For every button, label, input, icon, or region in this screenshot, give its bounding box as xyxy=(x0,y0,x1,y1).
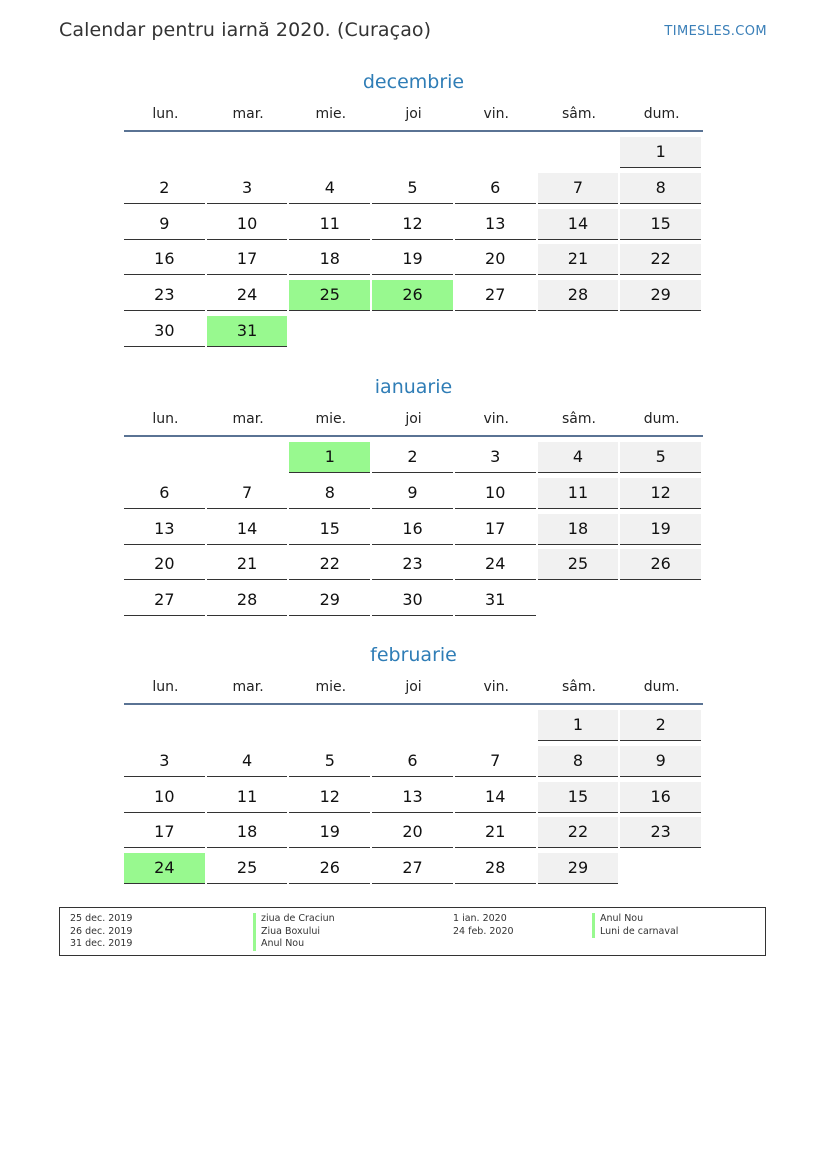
day-cell xyxy=(455,853,538,889)
legend-holiday-name: ziua de Craciun xyxy=(253,913,335,926)
week-row xyxy=(124,746,703,782)
weekend-day: 15 xyxy=(538,782,619,813)
day-number: 6 xyxy=(372,746,453,777)
day-cell xyxy=(372,549,455,585)
day-number: 3 xyxy=(207,173,288,204)
weekend-day: 22 xyxy=(620,244,701,275)
legend-dates-col-1 xyxy=(70,913,132,951)
week-row xyxy=(124,442,703,478)
day-cell xyxy=(124,173,207,209)
holiday-day: 25 xyxy=(289,280,370,311)
day-number: 11 xyxy=(207,782,288,813)
weekend-day: 12 xyxy=(620,478,701,509)
month-title: februarie xyxy=(370,644,457,666)
day-number: 13 xyxy=(372,782,453,813)
day-cell xyxy=(124,244,207,280)
weekend-day: 21 xyxy=(538,244,619,275)
week-row xyxy=(124,853,703,889)
empty-day xyxy=(207,442,288,472)
day-number: 6 xyxy=(124,478,205,509)
day-cell xyxy=(124,280,207,316)
day-cell xyxy=(372,746,455,782)
weekday-label: mar. xyxy=(232,679,264,695)
day-cell xyxy=(289,316,372,352)
empty-day xyxy=(455,137,536,167)
empty-day xyxy=(207,710,288,740)
weekend-day: 1 xyxy=(620,137,701,168)
week-row xyxy=(124,478,703,514)
weekday-label: sâm. xyxy=(561,679,596,695)
site-link[interactable]: TIMESLES.COM xyxy=(664,24,767,39)
day-number: 14 xyxy=(455,782,536,813)
day-cell xyxy=(289,853,372,889)
empty-day xyxy=(455,316,536,346)
day-cell xyxy=(538,478,621,514)
day-number: 20 xyxy=(124,549,205,580)
month-title: decembrie xyxy=(362,71,465,93)
day-cell xyxy=(538,173,621,209)
empty-day xyxy=(538,316,619,346)
day-number: 6 xyxy=(455,173,536,204)
day-number: 18 xyxy=(207,817,288,848)
day-cell xyxy=(207,710,290,746)
week-row xyxy=(124,244,703,280)
day-cell xyxy=(124,746,207,782)
weekday-label: sâm. xyxy=(561,106,596,122)
day-number: 7 xyxy=(207,478,288,509)
legend-date: 31 dec. 2019 xyxy=(70,938,133,950)
week-row xyxy=(124,585,703,621)
day-cell xyxy=(538,549,621,585)
empty-day xyxy=(124,442,205,472)
day-number: 4 xyxy=(207,746,288,777)
empty-day xyxy=(538,137,619,167)
day-cell xyxy=(207,746,290,782)
day-cell xyxy=(289,280,372,316)
empty-day xyxy=(289,316,370,346)
weekend-day: 7 xyxy=(538,173,619,204)
empty-day xyxy=(124,710,205,740)
legend-holiday-name: Anul Nou xyxy=(592,913,678,926)
day-cell xyxy=(455,209,538,245)
day-number: 14 xyxy=(207,514,288,545)
day-cell xyxy=(620,209,703,245)
month-februarie xyxy=(124,643,703,889)
day-cell xyxy=(620,280,703,316)
header-divider xyxy=(124,130,703,132)
weekday-header xyxy=(124,410,703,430)
holiday-legend xyxy=(59,907,766,956)
day-cell xyxy=(124,817,207,853)
weekday-label: dum. xyxy=(643,679,680,695)
weekday-label: lun. xyxy=(152,411,179,427)
day-number: 11 xyxy=(289,209,370,240)
week-grid xyxy=(124,710,703,889)
day-cell xyxy=(538,853,621,889)
day-number: 28 xyxy=(207,585,288,616)
day-cell xyxy=(372,817,455,853)
day-cell xyxy=(289,209,372,245)
day-cell xyxy=(538,442,621,478)
legend-names-col-2 xyxy=(592,913,678,938)
day-number: 10 xyxy=(207,209,288,240)
day-cell xyxy=(455,137,538,173)
week-row xyxy=(124,782,703,818)
day-cell xyxy=(620,746,703,782)
day-cell xyxy=(207,280,290,316)
week-row xyxy=(124,137,703,173)
day-cell xyxy=(207,585,290,621)
month-decembrie xyxy=(124,70,703,352)
day-cell xyxy=(620,585,703,621)
day-cell xyxy=(372,782,455,818)
day-cell xyxy=(455,549,538,585)
weekday-label: mar. xyxy=(232,411,264,427)
day-cell xyxy=(620,853,703,889)
day-cell xyxy=(372,514,455,550)
weekend-day: 15 xyxy=(620,209,701,240)
weekend-day: 25 xyxy=(538,549,619,580)
day-cell xyxy=(124,137,207,173)
weekend-day: 18 xyxy=(538,514,619,545)
day-number: 7 xyxy=(455,746,536,777)
day-number: 20 xyxy=(372,817,453,848)
holiday-day: 26 xyxy=(372,280,453,311)
day-number: 25 xyxy=(207,853,288,884)
holiday-day: 24 xyxy=(124,853,205,884)
day-cell xyxy=(538,782,621,818)
day-cell xyxy=(207,817,290,853)
day-number: 28 xyxy=(455,853,536,884)
day-number: 12 xyxy=(372,209,453,240)
day-number: 27 xyxy=(455,280,536,311)
day-number: 5 xyxy=(289,746,370,777)
weekday-label: sâm. xyxy=(561,411,596,427)
day-cell xyxy=(124,853,207,889)
month-title: ianuarie xyxy=(374,376,453,398)
day-number: 4 xyxy=(289,173,370,204)
legend-date: 26 dec. 2019 xyxy=(70,925,133,937)
day-number: 29 xyxy=(289,585,370,616)
day-number: 13 xyxy=(455,209,536,240)
empty-day xyxy=(124,137,205,167)
day-cell xyxy=(538,137,621,173)
day-cell xyxy=(372,137,455,173)
empty-day xyxy=(372,710,453,740)
day-number: 19 xyxy=(289,817,370,848)
day-cell xyxy=(455,478,538,514)
legend-date: 24 feb. 2020 xyxy=(453,925,514,937)
legend-names-col-1 xyxy=(253,913,335,951)
day-cell xyxy=(124,514,207,550)
legend-date: 1 ian. 2020 xyxy=(453,913,507,924)
day-cell xyxy=(455,280,538,316)
weekend-day: 16 xyxy=(620,782,701,813)
day-cell xyxy=(124,316,207,352)
day-number: 22 xyxy=(289,549,370,580)
day-number: 16 xyxy=(124,244,205,275)
day-number: 21 xyxy=(207,549,288,580)
day-number: 20 xyxy=(455,244,536,275)
day-cell xyxy=(289,549,372,585)
day-number: 23 xyxy=(372,549,453,580)
empty-day xyxy=(620,316,701,346)
day-cell xyxy=(289,173,372,209)
week-grid xyxy=(124,137,703,352)
day-cell xyxy=(620,316,703,352)
day-cell xyxy=(124,442,207,478)
day-cell xyxy=(455,244,538,280)
day-cell xyxy=(289,137,372,173)
day-cell xyxy=(538,244,621,280)
day-cell xyxy=(289,478,372,514)
day-number: 30 xyxy=(372,585,453,616)
day-cell xyxy=(538,209,621,245)
day-cell xyxy=(289,514,372,550)
day-number: 3 xyxy=(455,442,536,473)
day-cell xyxy=(455,585,538,621)
day-cell xyxy=(289,442,372,478)
day-cell xyxy=(455,173,538,209)
weekday-label: dum. xyxy=(643,106,680,122)
day-cell xyxy=(620,137,703,173)
day-cell xyxy=(620,710,703,746)
day-cell xyxy=(207,549,290,585)
weekday-label: lun. xyxy=(152,106,179,122)
weekend-day: 11 xyxy=(538,478,619,509)
legend-date: 25 dec. 2019 xyxy=(70,913,133,924)
weekday-header xyxy=(124,105,703,125)
day-cell xyxy=(538,710,621,746)
empty-day xyxy=(207,137,288,167)
week-row xyxy=(124,280,703,316)
day-number: 17 xyxy=(455,514,536,545)
weekend-day: 29 xyxy=(538,853,619,884)
day-cell xyxy=(207,137,290,173)
day-number: 8 xyxy=(289,478,370,509)
day-cell xyxy=(538,514,621,550)
day-cell xyxy=(455,442,538,478)
day-cell xyxy=(538,817,621,853)
day-cell xyxy=(207,478,290,514)
day-cell xyxy=(620,782,703,818)
weekend-day: 9 xyxy=(620,746,701,777)
day-cell xyxy=(455,782,538,818)
empty-day xyxy=(372,316,453,346)
day-cell xyxy=(455,710,538,746)
day-number: 17 xyxy=(207,244,288,275)
day-cell xyxy=(372,280,455,316)
weekend-day: 1 xyxy=(538,710,619,741)
day-number: 2 xyxy=(124,173,205,204)
day-cell xyxy=(538,316,621,352)
weekend-day: 19 xyxy=(620,514,701,545)
day-cell xyxy=(372,478,455,514)
weekend-day: 14 xyxy=(538,209,619,240)
day-cell xyxy=(455,316,538,352)
weekday-label: vin. xyxy=(483,679,509,695)
weekend-day: 28 xyxy=(538,280,619,311)
weekend-day: 29 xyxy=(620,280,701,311)
day-number: 2 xyxy=(372,442,453,473)
day-cell xyxy=(289,244,372,280)
day-cell xyxy=(124,478,207,514)
day-cell xyxy=(372,853,455,889)
legend-holiday-name: Luni de carnaval xyxy=(592,926,678,939)
day-cell xyxy=(372,710,455,746)
day-number: 30 xyxy=(124,316,205,347)
week-row xyxy=(124,817,703,853)
page-title: Calendar pentru iarnă 2020. (Curaçao) xyxy=(59,19,432,41)
day-number: 12 xyxy=(289,782,370,813)
day-cell xyxy=(455,817,538,853)
week-row xyxy=(124,209,703,245)
day-cell xyxy=(455,746,538,782)
day-cell xyxy=(207,514,290,550)
day-cell xyxy=(207,853,290,889)
day-number: 15 xyxy=(289,514,370,545)
empty-day xyxy=(289,710,370,740)
day-cell xyxy=(620,478,703,514)
month-ianuarie xyxy=(124,375,703,621)
day-cell xyxy=(289,817,372,853)
week-row xyxy=(124,173,703,209)
day-number: 19 xyxy=(372,244,453,275)
day-cell xyxy=(124,782,207,818)
day-cell xyxy=(372,244,455,280)
weekend-day: 4 xyxy=(538,442,619,473)
weekday-label: joi xyxy=(405,679,422,695)
day-cell xyxy=(372,209,455,245)
weekend-day: 2 xyxy=(620,710,701,741)
day-cell xyxy=(124,209,207,245)
day-cell xyxy=(289,585,372,621)
day-cell xyxy=(289,710,372,746)
weekend-day: 8 xyxy=(620,173,701,204)
day-cell xyxy=(620,244,703,280)
week-row xyxy=(124,710,703,746)
day-cell xyxy=(455,514,538,550)
day-number: 27 xyxy=(124,585,205,616)
day-cell xyxy=(207,209,290,245)
day-cell xyxy=(207,316,290,352)
week-row xyxy=(124,316,703,352)
holiday-day: 1 xyxy=(289,442,370,473)
week-row xyxy=(124,514,703,550)
day-cell xyxy=(207,782,290,818)
legend-holiday-name: Anul Nou xyxy=(253,938,335,951)
header-divider xyxy=(124,435,703,437)
weekend-day: 23 xyxy=(620,817,701,848)
day-cell xyxy=(207,244,290,280)
day-number: 13 xyxy=(124,514,205,545)
weekday-label: dum. xyxy=(643,411,680,427)
day-cell xyxy=(372,173,455,209)
day-cell xyxy=(538,746,621,782)
weekday-label: mie. xyxy=(315,411,347,427)
header-divider xyxy=(124,703,703,705)
weekday-label: joi xyxy=(405,106,422,122)
week-grid xyxy=(124,442,703,621)
legend-dates-col-2 xyxy=(453,913,514,938)
day-cell xyxy=(124,585,207,621)
weekend-day: 26 xyxy=(620,549,701,580)
weekday-header xyxy=(124,678,703,698)
weekday-label: joi xyxy=(405,411,422,427)
empty-day xyxy=(620,853,701,883)
weekday-label: vin. xyxy=(483,106,509,122)
day-cell xyxy=(124,549,207,585)
day-cell xyxy=(538,280,621,316)
weekday-label: lun. xyxy=(152,679,179,695)
weekend-day: 8 xyxy=(538,746,619,777)
empty-day xyxy=(455,710,536,740)
day-number: 23 xyxy=(124,280,205,311)
day-number: 18 xyxy=(289,244,370,275)
day-number: 17 xyxy=(124,817,205,848)
day-cell xyxy=(620,442,703,478)
day-cell xyxy=(289,782,372,818)
day-cell xyxy=(372,442,455,478)
day-number: 27 xyxy=(372,853,453,884)
week-row xyxy=(124,549,703,585)
day-cell xyxy=(620,173,703,209)
day-cell xyxy=(538,585,621,621)
day-number: 26 xyxy=(289,853,370,884)
day-number: 24 xyxy=(207,280,288,311)
day-number: 5 xyxy=(372,173,453,204)
day-cell xyxy=(289,746,372,782)
day-number: 31 xyxy=(455,585,536,616)
weekday-label: mie. xyxy=(315,106,347,122)
day-number: 16 xyxy=(372,514,453,545)
day-cell xyxy=(620,514,703,550)
day-number: 10 xyxy=(455,478,536,509)
day-cell xyxy=(620,549,703,585)
day-number: 24 xyxy=(455,549,536,580)
weekday-label: mar. xyxy=(232,106,264,122)
day-cell xyxy=(372,316,455,352)
day-cell xyxy=(207,442,290,478)
day-cell xyxy=(124,710,207,746)
day-cell xyxy=(372,585,455,621)
empty-day xyxy=(372,137,453,167)
day-number: 9 xyxy=(372,478,453,509)
day-cell xyxy=(207,173,290,209)
empty-day xyxy=(538,585,619,615)
day-number: 3 xyxy=(124,746,205,777)
legend-holiday-name: Ziua Boxului xyxy=(253,926,335,939)
day-number: 21 xyxy=(455,817,536,848)
empty-day xyxy=(289,137,370,167)
day-number: 9 xyxy=(124,209,205,240)
weekday-label: mie. xyxy=(315,679,347,695)
empty-day xyxy=(620,585,701,615)
weekend-day: 5 xyxy=(620,442,701,473)
weekday-label: vin. xyxy=(483,411,509,427)
day-cell xyxy=(620,817,703,853)
day-number: 10 xyxy=(124,782,205,813)
holiday-day: 31 xyxy=(207,316,288,347)
weekend-day: 22 xyxy=(538,817,619,848)
